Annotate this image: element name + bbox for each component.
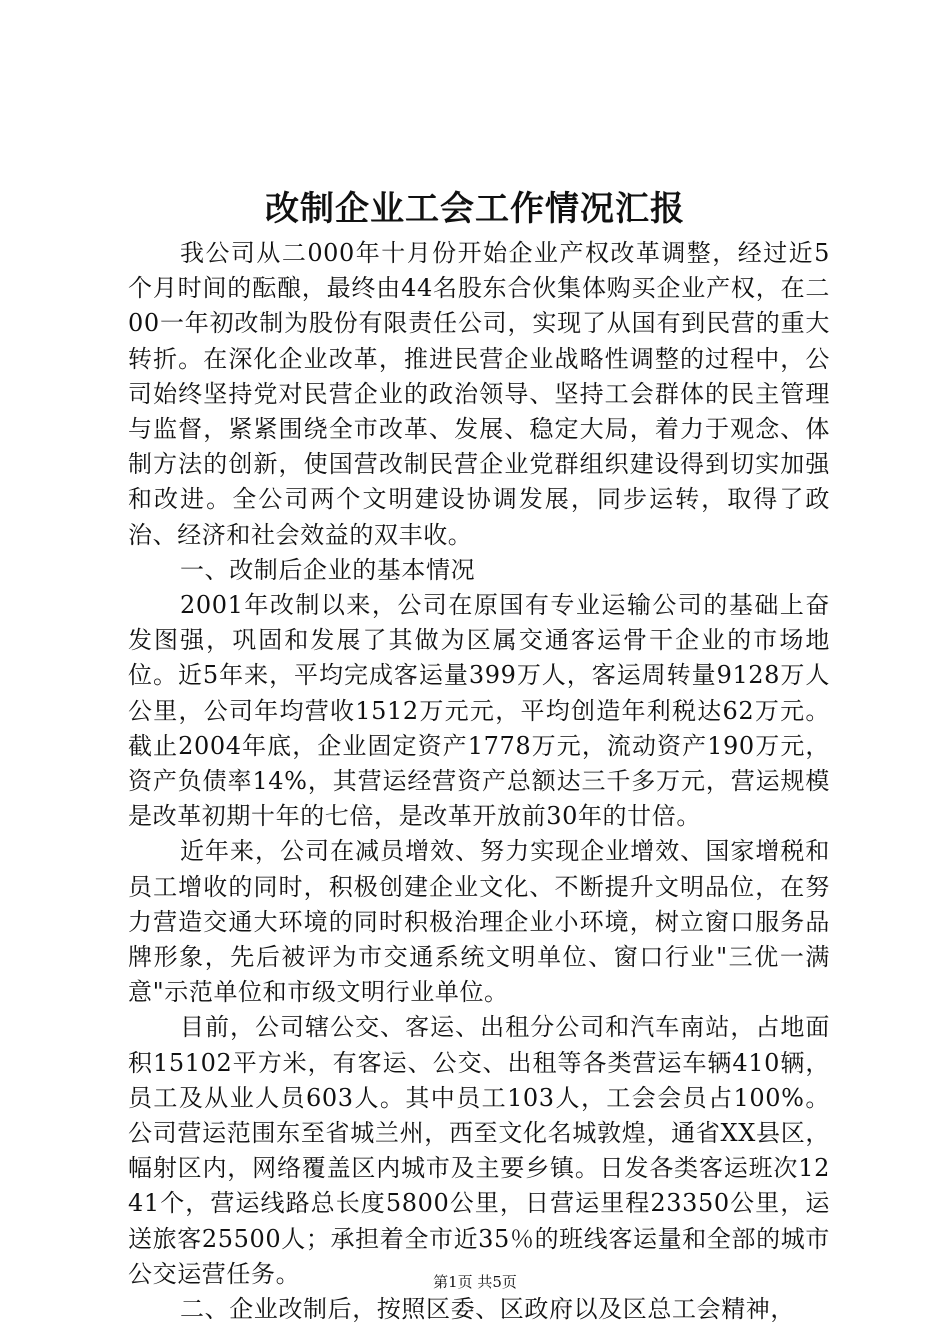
document-title: 改制企业工会工作情况汇报	[265, 189, 685, 229]
section-heading-2: 二、企业改制后，按照区委、区政府以及区总工会精神，	[180, 1295, 795, 1324]
paragraph-current-status: 目前，公司辖公交、客运、出租分公司和汽车南站，占地面积15102平方米，有客运、公交、出租等各类营运车辆410辆，员工及从业人员603人。其中员工103人，工会会员占100%。公司营运范围东至省城兰州，西至文化名城敦煌，通省XX县区，幅射区内，网络覆盖区内城市及主要乡镇。日发各类客运班次1241个，营运线路总长度5800公里，日营运里程23350公里，运送旅客25500人；承担着全市近35％的班线客运量和全部的城市公交运营任务。	[128, 1013, 830, 1288]
document-body	[128, 236, 830, 1327]
paragraph-basic-situation: 2001年改制以来，公司在原国有专业运输公司的基础上奋发图强，巩固和发展了其做为区属交通客运骨干企业的市场地位。近5年来，平均完成客运量399万人，客运周转量9128万人公里，公司年均营收1512万元元，平均创造年利税达62万元。截止2004年底，企业固定资产1778万元，流动资产190万元，资产负债率14%，其营运经营资产总额达三千多万元，营运规模是改革初期十年的七倍，是改革开放前30年的廿倍。	[128, 591, 830, 831]
section-heading-1: 一、改制后企业的基本情况	[180, 555, 476, 584]
paragraph-intro: 我公司从二000年十月份开始企业产权改革调整，经过近5个月时间的酝酿，最终由44名股东合伙集体购买企业产权，在二00一年初改制为股份有限责任公司，实现了从国有到民营的重大转折。在深化企业改革，推进民营企业战略性调整的过程中，公司始终坚持党对民营企业的政治领导、坚持工会群体的民主管理与监督，紧紧围绕全市改革、发展、稳定大局，着力于观念、体制方法的创新，使国营改制民营企业党群组织建设得到切实加强和改进。全公司两个文明建设协调发展，同步运转，取得了政治、经济和社会效益的双丰收。	[128, 239, 830, 549]
paragraph-recent-years: 近年来，公司在减员增效、努力实现企业增效、国家增税和员工增收的同时，积极创建企业文化、不断提升文明品位，在努力营造交通大环境的同时积极治理企业小环境，树立窗口服务品牌形象，先后被评为市交通系统文明单位、窗口行业"三优一满意"示范单位和市级文明行业单位。	[128, 837, 830, 1007]
page-footer: 第1页 共5页	[433, 1273, 517, 1291]
